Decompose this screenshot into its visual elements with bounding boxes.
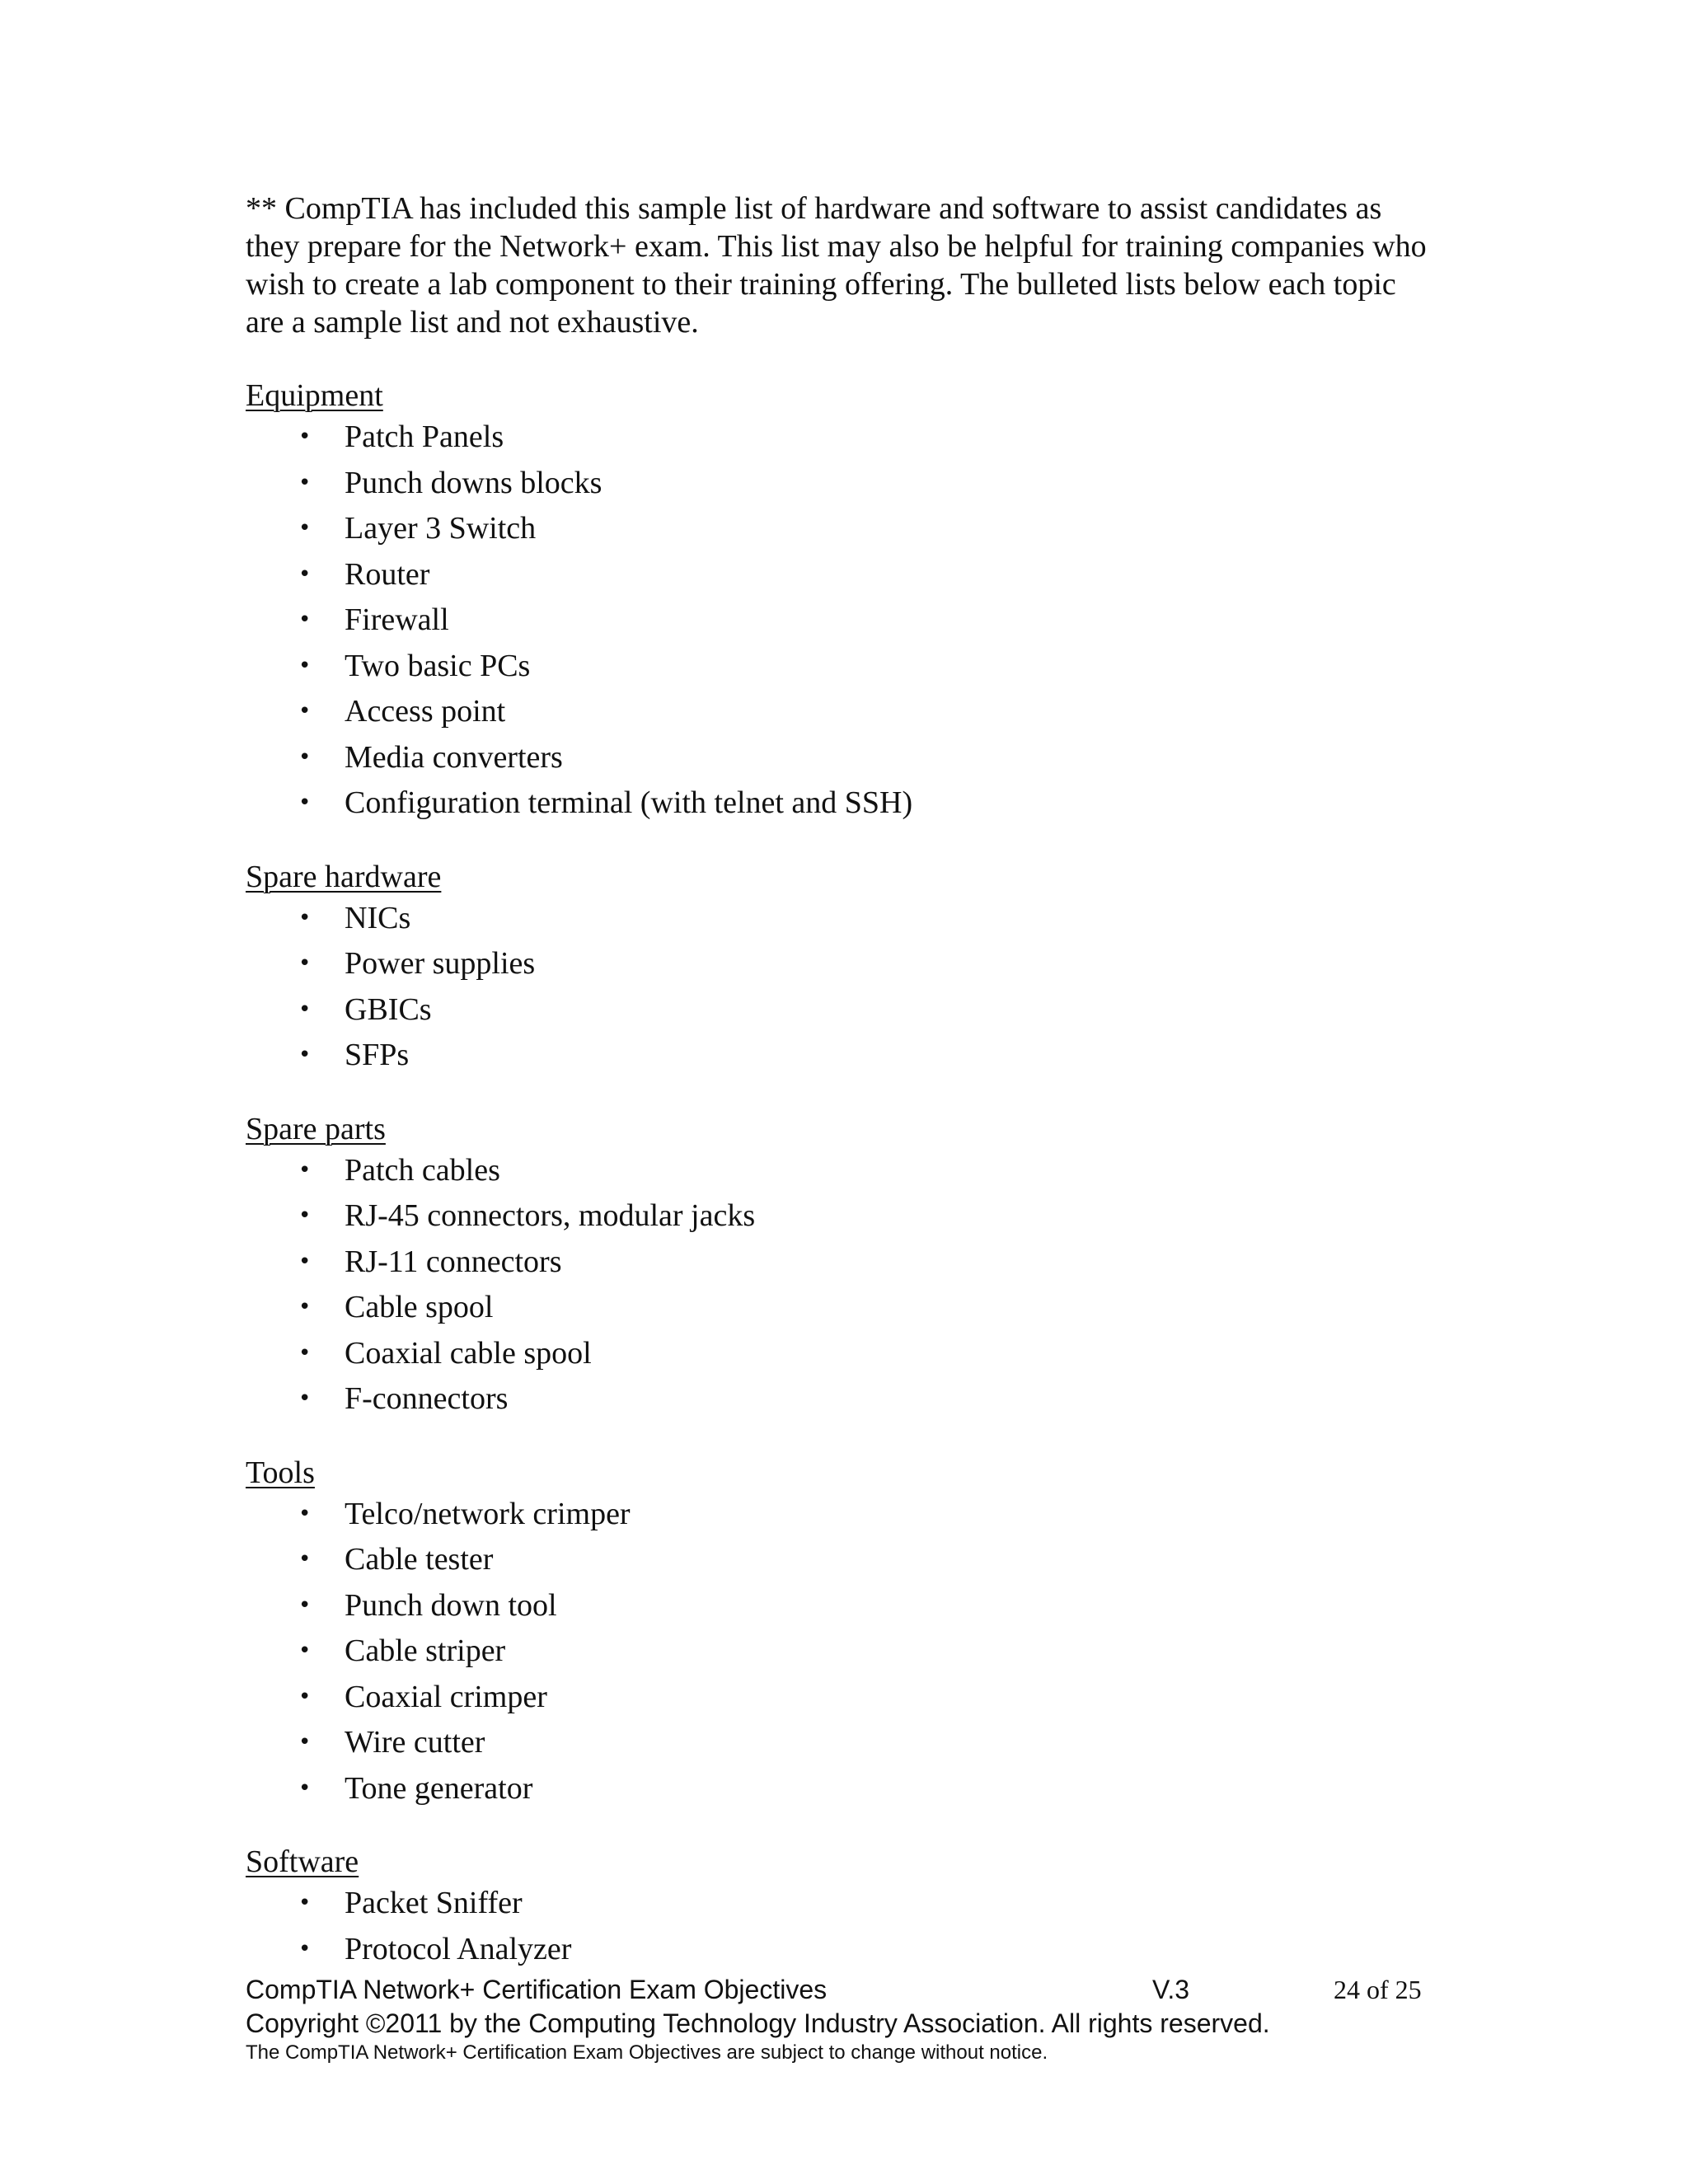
list-item [246,735,1432,781]
list-item [246,1720,1432,1766]
section-heading: Spare parts [246,1111,386,1146]
list-item-text: Router [345,556,430,592]
bullet-icon: • [298,1592,312,1618]
list-item [246,644,1432,690]
section-heading: Spare hardware [246,859,442,894]
list-item-text: SFPs [345,1038,410,1072]
list-item-text: Packet Sniffer [345,1886,523,1920]
list-item [246,941,1432,987]
list-item [246,1766,1432,1812]
bullet-icon: • [298,951,312,976]
bullet-icon: • [298,1386,312,1411]
bullet-icon: • [298,1638,312,1663]
list-item-text: Configuration terminal (with telnet and SSH) [345,785,913,820]
section [246,858,1432,1079]
list-item-text: Telco/network crimper [345,1496,631,1531]
section [246,1110,1432,1422]
list-item [246,689,1432,735]
bullet-icon: • [298,905,312,930]
list-item [246,552,1432,598]
bullet-list [246,1148,1432,1422]
bullet-list [246,896,1432,1079]
section-list [246,377,1432,1972]
bullet-icon: • [298,607,312,632]
list-item-text: Patch Panels [345,419,504,454]
bullet-icon: • [298,1501,312,1526]
list-item-text: Tone generator [345,1770,533,1806]
bullet-icon: • [298,1203,312,1228]
page-footer [246,1972,1441,2066]
list-item [246,1033,1432,1079]
list-item [246,1193,1432,1240]
bullet-icon: • [298,1340,312,1366]
section [246,1843,1432,1972]
bullet-icon: • [298,1157,312,1183]
footer-title: CompTIA Network+ Certification Exam Objectives [246,1975,828,2004]
list-item [246,1881,1432,1927]
list-item [246,461,1432,507]
list-item [246,1376,1432,1422]
bullet-icon: • [298,996,312,1022]
bullet-icon: • [298,1936,312,1961]
list-item-text: Punch downs blocks [345,465,603,500]
footer-notice: The CompTIA Network+ Certification Exam Objectives are subject to change without notice. [246,2041,1048,2064]
list-item [246,1240,1432,1286]
list-item-text: Coaxial cable spool [345,1335,592,1371]
bullet-icon: • [298,1684,312,1709]
footer-version: V.3 [1152,1975,1190,2004]
list-item [246,1537,1432,1583]
bullet-icon: • [298,1249,312,1274]
list-item [246,1583,1432,1629]
section [246,1454,1432,1812]
list-item-text: Patch cables [345,1152,500,1188]
bullet-icon: • [298,744,312,770]
bullet-icon: • [298,1775,312,1801]
list-item [246,1927,1432,1973]
intro-paragraph: ** CompTIA has included this sample list of hardware and software to assist candidates as they prepare for the Network+ exam. This list may also be helpful for training companies who wish to create a lab component to their training offering. The bulleted lists below each topic are a sample list and not exhaustive. [246,191,1427,340]
bullet-icon: • [298,470,312,495]
list-item-text: Firewall [345,602,449,637]
list-item-text: Media converters [345,739,563,775]
bullet-icon: • [298,1730,312,1755]
list-item-text: Two basic PCs [345,648,531,683]
bullet-icon: • [298,424,312,449]
footer-title-row [246,1972,1441,2007]
document-body [246,190,1432,1972]
bullet-icon: • [298,1547,312,1572]
bullet-icon: • [298,561,312,587]
list-item-text: NICs [345,900,411,935]
list-item [246,987,1432,1033]
list-item [246,506,1432,552]
list-item [246,1285,1432,1331]
list-item-text: Layer 3 Switch [345,511,537,546]
list-item-text: Access point [345,694,506,729]
list-item [246,1331,1432,1377]
list-item-text: RJ-11 connectors [345,1244,562,1279]
list-item-text: Coaxial crimper [345,1679,547,1714]
section-heading: Software [246,1844,359,1879]
list-item [246,415,1432,461]
section [246,377,1432,827]
footer-page-number: 24 of 25 [1334,1975,1422,2004]
list-item-text: Cable striper [345,1633,506,1668]
list-item-text: GBICs [345,991,432,1027]
list-item-text: Wire cutter [345,1725,485,1760]
list-item [246,598,1432,644]
bullet-list [246,1492,1432,1812]
list-item [246,1629,1432,1675]
bullet-icon: • [298,1891,312,1915]
list-item [246,1148,1432,1194]
section-heading: Tools [246,1455,315,1490]
list-item-text: Cable spool [345,1290,494,1324]
bullet-list [246,415,1432,827]
list-item-text: Protocol Analyzer [345,1931,572,1966]
list-item-text: Punch down tool [345,1587,557,1623]
bullet-icon: • [298,699,312,724]
list-item-text: F-connectors [345,1381,509,1416]
bullet-icon: • [298,516,312,541]
list-item [246,780,1432,827]
bullet-icon: • [298,1043,312,1067]
list-item-text: RJ-45 connectors, modular jacks [345,1198,756,1233]
list-item-text: Cable tester [345,1542,494,1577]
bullet-icon: • [298,1295,312,1319]
bullet-icon: • [298,790,312,815]
list-item [246,896,1432,942]
footer-copyright: Copyright ©2011 by the Computing Technology Industry Association. All rights reserved. [246,2008,1270,2038]
bullet-icon: • [298,653,312,678]
list-item-text: Power supplies [345,946,536,981]
bullet-list [246,1881,1432,1972]
list-item [246,1492,1432,1538]
section-heading: Equipment [246,378,383,413]
list-item [246,1675,1432,1721]
